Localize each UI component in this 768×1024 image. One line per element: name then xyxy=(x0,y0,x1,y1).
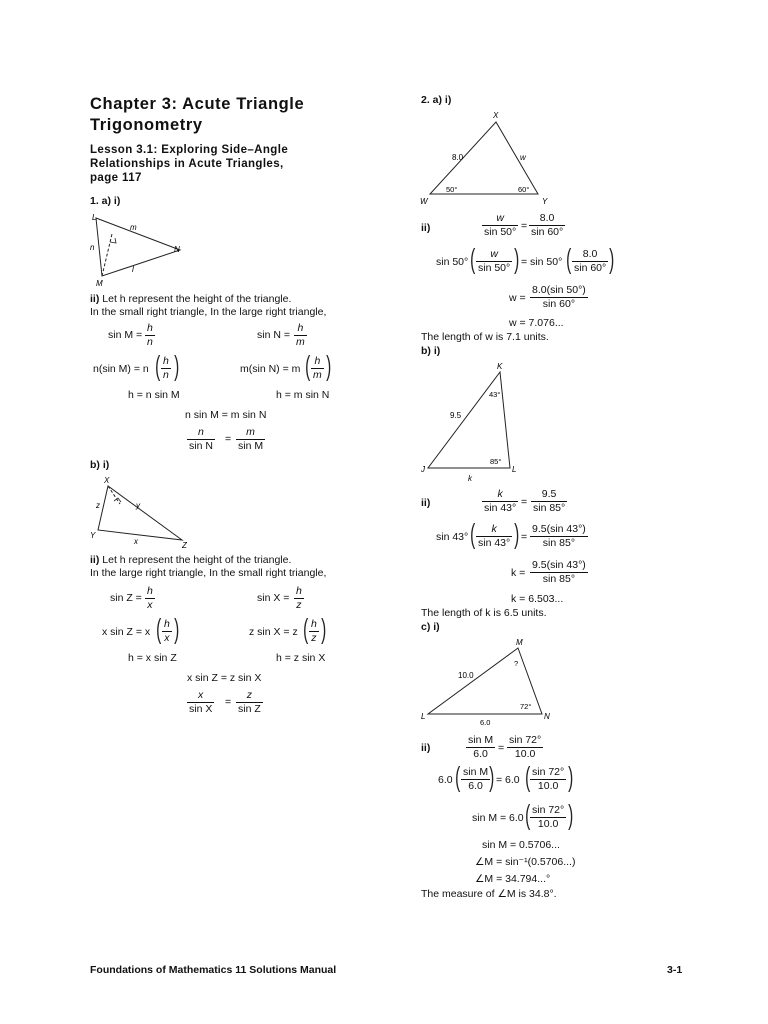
eq-zsinX: z sin X = z xyxy=(249,626,298,638)
q2c-ii-label: ii) xyxy=(421,742,431,754)
frac-h-over-m: $\frac{h}{m}$ xyxy=(296,322,305,348)
eq-k-eq: k = xyxy=(511,567,526,579)
svg-text:y: y xyxy=(136,501,140,510)
svg-text:L: L xyxy=(421,712,426,721)
svg-text:43°: 43° xyxy=(489,390,501,399)
eq-w-eq: w = xyxy=(509,292,526,304)
q2b-answer: The length of k is 6.5 units. xyxy=(421,607,547,619)
q2a-heading: 2. a) i) xyxy=(421,94,452,106)
svg-text:k: k xyxy=(468,474,472,483)
svg-text:X: X xyxy=(493,111,499,120)
svg-text:z: z xyxy=(96,501,100,510)
eq-sinX: sin X = xyxy=(257,592,290,604)
svg-text:72°: 72° xyxy=(520,702,532,711)
svg-text:W: W xyxy=(420,197,428,206)
frac-w-over-sin50: $\frac{w}{\sin 50^\circ}$ xyxy=(484,212,517,238)
svg-text:w: w xyxy=(520,153,526,162)
q2c-answer: The measure of ∠M is 34.8°. xyxy=(421,888,557,900)
eq-sinN: sin N = xyxy=(257,329,290,341)
q2b-result: k = 6.503... xyxy=(511,593,564,605)
frac-95sin43-over-sin85: $\frac{9.5(\sin 43^\circ)}{\sin 85^\circ}$ xyxy=(532,559,586,585)
svg-text:L: L xyxy=(512,465,517,474)
eq-h-zsinX: h = z sin X xyxy=(276,652,326,664)
frac-8sin50-over-sin60: $\frac{8.0(\sin 50^\circ)}{\sin 60^\circ}$ xyxy=(532,284,586,310)
lesson-heading: Lesson 3.1: Exploring Side–Angle Relationships in Acute Triangles, page 117 xyxy=(90,144,289,184)
svg-text:Z: Z xyxy=(182,541,187,550)
svg-text:50°: 50° xyxy=(446,185,458,194)
eq-h-xsinZ: h = x sin Z xyxy=(128,652,177,664)
q1b-heading: b) i) xyxy=(90,459,110,471)
footer-title: Foundations of Mathematics 11 Solutions Manual xyxy=(90,964,337,976)
eq-c-mid: = 6.0 xyxy=(496,774,520,786)
svg-text:8.0: 8.0 xyxy=(452,153,464,162)
svg-text:6.0: 6.0 xyxy=(480,718,491,727)
q2c-result3: ∠M = 34.794...° xyxy=(475,873,551,885)
frac-h-over-x: $\frac{h}{x}$ xyxy=(147,585,153,611)
q1a-ii-text: ii) Let h represent the height of the triangle. xyxy=(90,293,292,305)
eq-sinZ: sin Z = xyxy=(110,592,142,604)
q1a-heading: 1. a) i) xyxy=(90,195,121,207)
svg-text:9.5: 9.5 xyxy=(450,411,462,420)
svg-text:L: L xyxy=(92,213,97,222)
eq-sinM-eq: sin M = 6.0 xyxy=(472,812,524,824)
eq-sin50-rhs: = sin 50° xyxy=(521,256,563,268)
q2b-heading: b) i) xyxy=(421,345,441,357)
triangle-lmn-c-figure xyxy=(418,636,558,728)
q2b-ii-label: ii) xyxy=(421,497,431,509)
eq-combined-a: n sin M = m sin N xyxy=(185,409,267,421)
frac-m-over-sinM: $\frac{m}{\text{sin M}}$ xyxy=(238,426,264,452)
frac-k-over-sin43: $\frac{k}{\sin 43^\circ}$ xyxy=(484,488,517,514)
frac-h-over-m-2: $\frac{h}{m}$ xyxy=(313,355,322,381)
triangle-xyz-figure xyxy=(88,474,188,550)
chapter-title: Chapter 3: Acute Triangle Trigonometry xyxy=(90,95,305,134)
q2a-answer: The length of w is 7.1 units. xyxy=(421,331,549,343)
triangle-lmn-figure xyxy=(88,210,188,290)
frac-h-over-x-2: $\frac{h}{x}$ xyxy=(164,618,170,644)
triangle-jkl-figure xyxy=(418,360,528,485)
eq-msinN: m(sin N) = m xyxy=(240,363,301,375)
svg-text:n: n xyxy=(90,243,95,252)
eq-xsinZ: x sin Z = x xyxy=(102,626,151,638)
eq-h-nsinM: h = n sin M xyxy=(128,389,180,401)
frac-sinM-over-6: $\frac{\text{sin M}}{6.0}$ xyxy=(468,734,494,760)
frac-h-over-n-2: $\frac{h}{n}$ xyxy=(163,355,169,381)
eq-sin50-lhs: sin 50° xyxy=(436,256,469,268)
eq-nsinM: n(sin M) = n xyxy=(93,363,149,375)
frac-h-over-z-2: $\frac{h}{z}$ xyxy=(311,618,317,644)
q2c-heading: c) i) xyxy=(421,621,440,633)
page-number: 3-1 xyxy=(667,964,683,976)
svg-text:60°: 60° xyxy=(518,185,530,194)
svg-text:x: x xyxy=(134,537,138,546)
frac-8-over-sin60: $\frac{8.0}{\sin 60^\circ}$ xyxy=(531,212,564,238)
frac-h-over-n: $\frac{h}{n}$ xyxy=(147,322,153,348)
svg-text:Y: Y xyxy=(90,531,96,540)
q1b-ii-text: ii) Let h represent the height of the triangle. xyxy=(90,554,292,566)
svg-text:K: K xyxy=(497,362,503,371)
svg-text:M: M xyxy=(96,279,103,288)
svg-text:85°: 85° xyxy=(490,457,502,466)
eq-h-msinN: h = m sin N xyxy=(276,389,330,401)
svg-text:N: N xyxy=(174,245,180,254)
q2a-result: w = 7.076... xyxy=(509,317,564,329)
q1b-triangle-line: In the large right triangle, In the small right triangle, xyxy=(90,567,327,579)
svg-text:M: M xyxy=(516,638,523,647)
eq-combined-b: x sin Z = z sin X xyxy=(187,672,262,684)
q2c-result1: sin M = 0.5706... xyxy=(482,839,560,851)
q1a-triangle-line: In the small right triangle, In the large right triangle, xyxy=(90,306,327,318)
svg-text:N: N xyxy=(544,712,550,721)
frac-z-over-sinZ: $\frac{z}{\text{sin Z}}$ xyxy=(238,689,261,715)
frac-x-over-sinX: $\frac{x}{\text{sin X}}$ xyxy=(189,689,213,715)
svg-text:?: ? xyxy=(514,659,519,668)
frac-sin72-over-10: $\frac{\sin 72^\circ}{10.0}$ xyxy=(509,734,542,760)
frac-h-over-z: $\frac{h}{z}$ xyxy=(296,585,302,611)
svg-text:l: l xyxy=(132,265,134,274)
eq-sinM: sin M = xyxy=(108,329,143,341)
triangle-wxy-figure xyxy=(418,108,553,208)
svg-text:10.0: 10.0 xyxy=(458,671,474,680)
frac-95-over-sin85: $\frac{9.5}{\sin 85^\circ}$ xyxy=(533,488,566,514)
q2a-ii-label: ii) xyxy=(421,222,431,234)
svg-text:Y: Y xyxy=(542,197,548,206)
eq-c-lhs: 6.0 xyxy=(438,774,453,786)
eq-sin43-lhs: sin 43° xyxy=(436,531,469,543)
frac-n-over-sinN: $\frac{n}{\text{sin N}}$ xyxy=(189,426,213,452)
svg-text:m: m xyxy=(130,223,137,232)
q2c-result2: ∠M = sin⁻¹(0.5706...) xyxy=(475,856,576,868)
svg-text:J: J xyxy=(421,465,425,474)
svg-text:X: X xyxy=(104,476,110,485)
